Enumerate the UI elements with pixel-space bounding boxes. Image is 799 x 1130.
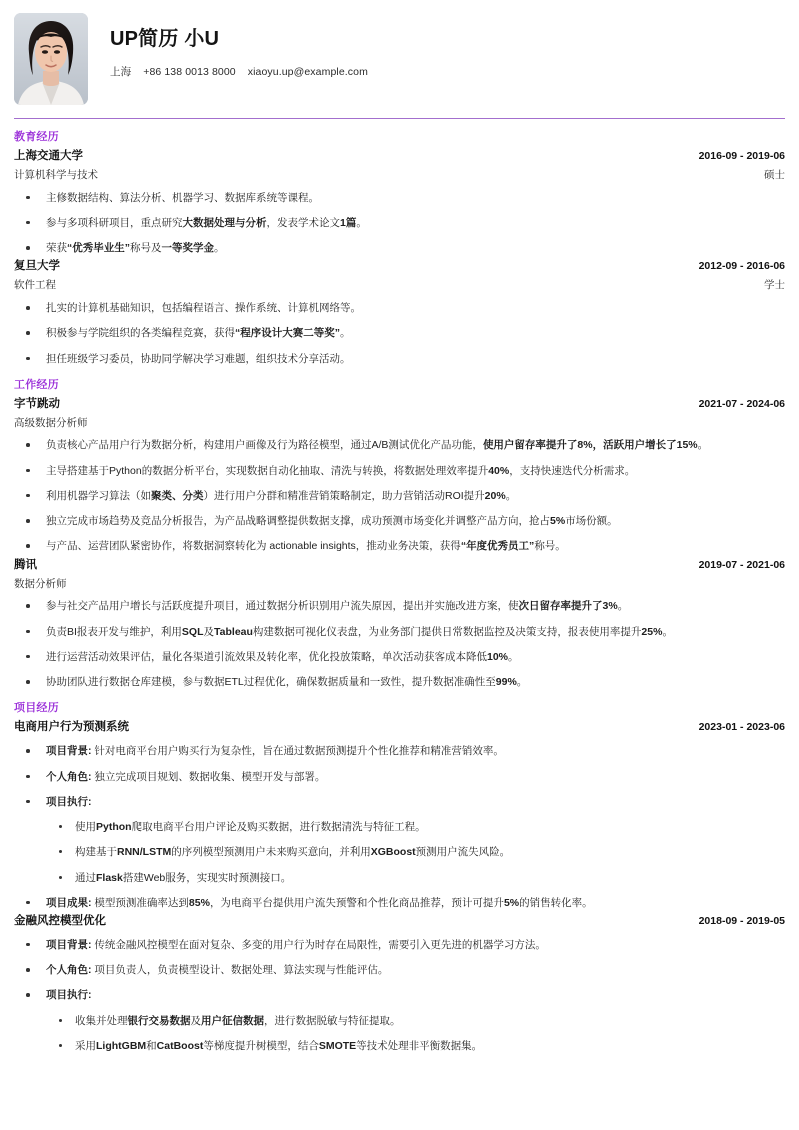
page-title: UP简历 小U bbox=[110, 28, 220, 50]
entry-title: 金融风控模型优化 bbox=[14, 915, 106, 928]
portrait-photo-icon bbox=[14, 13, 88, 105]
bullet-item: 负责核心产品用户行为数据分析，构建用户画像及行为路径模型，通过A/B测试优化产品功能，使用户留存率提升了8%，活跃用户增长了15%。 bbox=[14, 437, 785, 453]
section-title: 教育经历 bbox=[14, 131, 59, 143]
entry-date: 2016-09 - 2019-06 bbox=[698, 150, 785, 162]
entry-header bbox=[14, 396, 785, 414]
resume-header bbox=[14, 0, 785, 104]
bullet-item: 主导搭建基于Python的数据分析平台，实现数据自动化抽取、清洗与转换，将数据处理效率提升40%，支持快速迭代分析需求。 bbox=[14, 463, 785, 479]
bullet-item bbox=[14, 987, 785, 1054]
resume-entry bbox=[14, 148, 785, 256]
exec-label: 项目执行: bbox=[46, 989, 92, 1002]
entry-subheader bbox=[14, 277, 785, 294]
entry-header bbox=[14, 913, 785, 931]
contact-line bbox=[110, 64, 368, 79]
entry-date: 2021-07 - 2024-06 bbox=[698, 397, 785, 410]
header-text-block bbox=[110, 13, 368, 79]
entry-role: 软件工程 bbox=[14, 279, 56, 292]
bullet-item: 积极参与学院组织的各类编程竞赛，获得“程序设计大赛二等奖”。 bbox=[14, 325, 785, 341]
resume-entry bbox=[14, 557, 785, 691]
header-divider bbox=[14, 118, 785, 119]
entry-date: 2018-09 - 2019-05 bbox=[698, 915, 785, 928]
resume-section bbox=[14, 128, 785, 367]
bullet-list bbox=[14, 598, 785, 690]
entry-role: 数据分析师 bbox=[14, 577, 67, 590]
resume-section bbox=[14, 376, 785, 691]
resume-sections bbox=[14, 128, 785, 1054]
avatar bbox=[14, 13, 88, 105]
entry-date: 2019-07 - 2021-06 bbox=[698, 558, 785, 571]
entry-title: 电商用户行为预测系统 bbox=[14, 721, 129, 734]
sub-bullet-item: 通过Flask搭建Web服务，实现实时预测接口。 bbox=[46, 870, 785, 886]
bullet-list bbox=[14, 300, 785, 367]
bullet-item: 个人角色: 项目负责人，负责模型设计、数据处理、算法实现与性能评估。 bbox=[14, 962, 785, 978]
contact-location: 上海 bbox=[110, 66, 132, 78]
contact-email: xiaoyu.up@example.com bbox=[247, 66, 368, 78]
bullet-item: 与产品、运营团队紧密协作，将数据洞察转化为 actionable insights，推动业务决策，获得“年度优秀员工”称号。 bbox=[14, 538, 785, 554]
sub-bullet-item: 收集并处理银行交易数据及用户征信数据，进行数据脱敏与特征提取。 bbox=[46, 1013, 785, 1029]
resume-section bbox=[14, 699, 785, 1054]
entry-title: 字节跳动 bbox=[14, 397, 60, 410]
contact-phone: +86 138 0013 8000 bbox=[143, 66, 236, 78]
entry-header bbox=[14, 258, 785, 276]
exec-label: 项目执行: bbox=[46, 795, 92, 808]
entry-header bbox=[14, 719, 785, 737]
bullet-list bbox=[14, 437, 785, 554]
sub-bullet-list bbox=[46, 819, 785, 886]
bullet-item: 项目成果: 模型预测准确率达到85%，为电商平台提供用户流失预警和个性化商品推荐，预计可提升5%的销售转化率。 bbox=[14, 895, 785, 911]
bullet-list bbox=[14, 743, 785, 911]
entry-subheader bbox=[14, 415, 785, 432]
bullet-item: 负责BI报表开发与维护，利用SQL及Tableau构建数据可视化仪表盘，为业务部门提供日常数据监控及决策支持，报表使用率提升25%。 bbox=[14, 624, 785, 640]
bullet-item: 进行运营活动效果评估，量化各渠道引流效果及转化率，优化投放策略，单次活动获客成本降低10%。 bbox=[14, 649, 785, 665]
bullet-list bbox=[14, 190, 785, 257]
entry-date: 2012-09 - 2016-06 bbox=[698, 260, 785, 273]
sub-bullet-item: 采用LightGBM和CatBoost等梯度提升树模型，结合SMOTE等技术处理非平衡数据集。 bbox=[46, 1038, 785, 1054]
entry-header bbox=[14, 148, 785, 166]
bullet-item: 参与多项科研项目，重点研究大数据处理与分析，发表学术论文1篇。 bbox=[14, 215, 785, 231]
resume-entry bbox=[14, 719, 785, 911]
bullet-item: 扎实的计算机基础知识，包括编程语言、操作系统、计算机网络等。 bbox=[14, 300, 785, 316]
entry-subheader bbox=[14, 576, 785, 593]
bullet-item: 项目背景: 传统金融风控模型在面对复杂、多变的用户行为时存在局限性，需要引入更先进的机器学习方法。 bbox=[14, 937, 785, 953]
bullet-item: 协助团队进行数据仓库建模，参与数据ETL过程优化，确保数据质量和一致性，提升数据准确性至99%。 bbox=[14, 674, 785, 690]
resume-entry bbox=[14, 913, 785, 1054]
entry-role: 计算机科学与技术 bbox=[14, 168, 98, 181]
entry-header bbox=[14, 557, 785, 575]
bullet-item: 独立完成市场趋势及竞品分析报告，为产品战略调整提供数据支撑，成功预测市场变化并调整产品方向，抢占5%市场份额。 bbox=[14, 513, 785, 529]
entry-degree: 硕士 bbox=[764, 168, 785, 181]
entry-title: 复旦大学 bbox=[14, 260, 60, 273]
section-title: 项目经历 bbox=[14, 702, 59, 715]
bullet-list bbox=[14, 937, 785, 1054]
bullet-item: 个人角色: 独立完成项目规划、数据收集、模型开发与部署。 bbox=[14, 769, 785, 785]
bullet-item: 荣获“优秀毕业生”称号及一等奖学金。 bbox=[14, 240, 785, 256]
bullet-item: 担任班级学习委员，协助同学解决学习难题，组织技术分享活动。 bbox=[14, 351, 785, 367]
entry-degree: 学士 bbox=[764, 279, 785, 292]
bullet-item bbox=[14, 794, 785, 886]
sub-bullet-item: 构建基于RNN/LSTM的序列模型预测用户未来购买意向，并利用XGBoost预测用户流失风险。 bbox=[46, 844, 785, 860]
entry-subheader bbox=[14, 167, 785, 184]
resume-entry bbox=[14, 258, 785, 366]
bullet-item: 参与社交产品用户增长与活跃度提升项目，通过数据分析识别用户流失原因，提出并实施改进方案，使次日留存率提升了3%。 bbox=[14, 598, 785, 614]
entry-title: 上海交通大学 bbox=[14, 150, 83, 162]
bullet-item: 利用机器学习算法（如聚类、分类）进行用户分群和精准营销策略制定，助力营销活动ROI提升20%。 bbox=[14, 488, 785, 504]
entry-role: 高级数据分析师 bbox=[14, 416, 88, 429]
sub-bullet-item: 使用Python爬取电商平台用户评论及购买数据，进行数据清洗与特征工程。 bbox=[46, 819, 785, 835]
bullet-item: 项目背景: 针对电商平台用户购买行为复杂性，旨在通过数据预测提升个性化推荐和精准营销效率。 bbox=[14, 743, 785, 759]
bullet-item: 主修数据结构、算法分析、机器学习、数据库系统等课程。 bbox=[14, 190, 785, 206]
entry-date: 2023-01 - 2023-06 bbox=[698, 721, 785, 734]
sub-bullet-list bbox=[46, 1013, 785, 1055]
entry-title: 腾讯 bbox=[14, 558, 37, 571]
resume-entry bbox=[14, 396, 785, 555]
section-title: 工作经历 bbox=[14, 378, 59, 391]
